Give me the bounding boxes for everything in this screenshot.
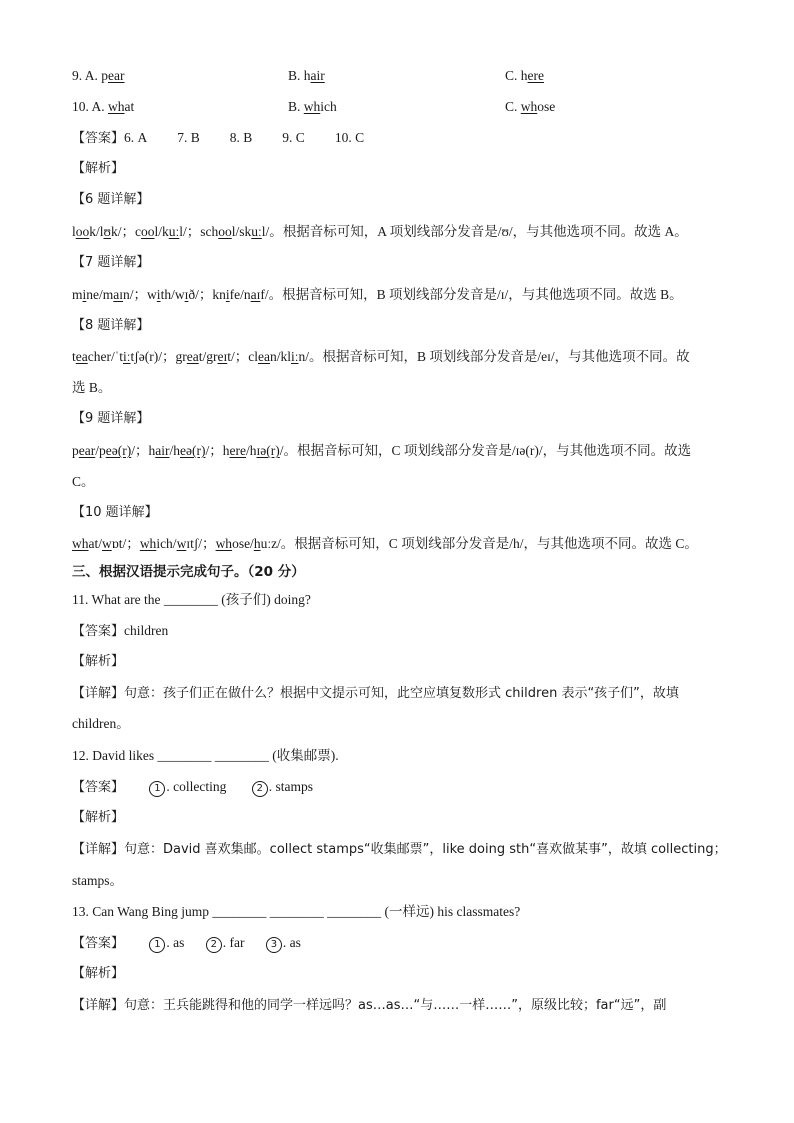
answer-blank: ________ [327,904,382,919]
option-text: p [101,68,109,83]
detail-8-title: 【8 题详解】 [72,318,150,333]
question-10 [72,97,556,117]
detail-9-title: 【9 题详解】 [72,411,150,426]
question-12: 12. David likes ________ ________ (收集邮票). [72,746,339,766]
underlined-letters: wh [108,99,125,114]
question-number: 9. [72,68,85,83]
question-number: 10. [72,99,92,114]
analysis-label: 【解析】 [72,161,125,176]
answer-item: 8. B [229,130,253,145]
detail-8-text: teacher/ˈtiːtʃə(r)/；great/greɪt/；clean/kliːn/。根据音标可知，B 项划线部分发音是/eɪ/，与其他选项不同。故 [72,349,690,364]
analysis-label: 【解析】 [72,966,125,981]
detail-8-text-cont: 选 B。 [72,380,112,395]
answer-label: 【答案】 [72,131,125,146]
circled-number: 1 [149,937,165,953]
option-c: C. whose [505,99,556,114]
answer-item: 9. C [282,130,305,145]
detail-6-text: look/lʊk/；cool/kuːl/；school/skuːl/。根据音标可知，A 项划线部分发音是/ʊ/，与其他选项不同。故选 A。 [72,224,688,239]
answer-label: 【答案】 [72,780,125,795]
detail-7-title: 【7 题详解】 [72,255,150,270]
analysis-label: 【解析】 [72,654,125,669]
detail-10-title: 【10 题详解】 [72,505,158,520]
answer-label: 【答案】 [72,624,125,639]
option-text: at [124,99,135,114]
answer-blank: ________ [163,592,218,607]
circled-number: 2 [206,937,222,953]
answer-11 [72,621,168,642]
detail-10-text: what/wɒt/；which/wɪtʃ/；whose/huːz/。根据音标可知，C 项划线部分发音是/h/，与其他选项不同。故选 C。 [72,536,698,551]
answer-value: children [124,623,169,638]
analysis-label: 【解析】 [72,810,125,825]
answer-12: 【答案】 1 . collecting 2 . stamps [72,779,314,795]
question-9 [72,66,544,86]
option-b: B. which [288,99,337,114]
answer-label: 【答案】 [72,936,125,951]
answer-13: 【答案】 1 . as 2 . far 3 . as [72,935,301,951]
answer-item: 6. A [124,130,148,145]
detail-7-text: mine/maɪn/；with/wɪð/；knife/naɪf/。根据音标可知，B 项划线部分发音是/ɪ/，与其他选项不同。故选 B。 [72,287,683,302]
option-a-label: A. [91,99,109,114]
detail-11-text-cont: children。 [72,716,130,731]
answer-blank: ________ [212,904,267,919]
option-c: C. here [505,68,544,83]
detail-9-text-cont: C。 [72,474,95,489]
option-a-label: A. [84,68,102,83]
question-11: 11. What are the ________ (孩子们) doing? [72,590,311,610]
answer-blank: ________ [269,904,324,919]
question-13: 13. Can Wang Bing jump ________ ________ ________ (一样远) his classmates? [72,902,520,922]
answer-blank: ________ [157,748,212,763]
option-b: B. hair [288,68,325,83]
answer-blank: ________ [214,748,269,763]
circled-number: 3 [266,937,282,953]
detail-13-text: 【详解】句意：王兵能跳得和他的同学一样远吗？as…as…“与……一样……”，原级比较；far“远”，副 [72,998,667,1013]
detail-6-title: 【6 题详解】 [72,192,150,207]
answer-item: 10. C [334,130,365,145]
detail-11-text: 【详解】句意：孩子们正在做什么？根据中文提示可知，此空应填复数形式 children 表示“孩子们”，故填 [72,686,679,701]
answer-item: 7. B [177,130,200,145]
circled-number: 1 [149,781,165,797]
section-heading: 三、根据汉语提示完成句子。（20 分） [72,564,305,580]
detail-12-text: 【详解】句意：David 喜欢集邮。collect stamps“收集邮票”，like doing sth“喜欢做某事”，故填 collecting； [72,842,727,857]
circled-number: 2 [252,781,268,797]
detail-12-text-cont: stamps。 [72,873,124,888]
detail-9-text: pear/peə(r)/；hair/heə(r)/；here/hɪə(r)/。根据音标可知，C 项划线部分发音是/ɪə(r)/，与其他选项不同。故选 [72,443,692,458]
answers-6-10 [72,128,364,149]
underlined-letters: ear [108,68,125,83]
